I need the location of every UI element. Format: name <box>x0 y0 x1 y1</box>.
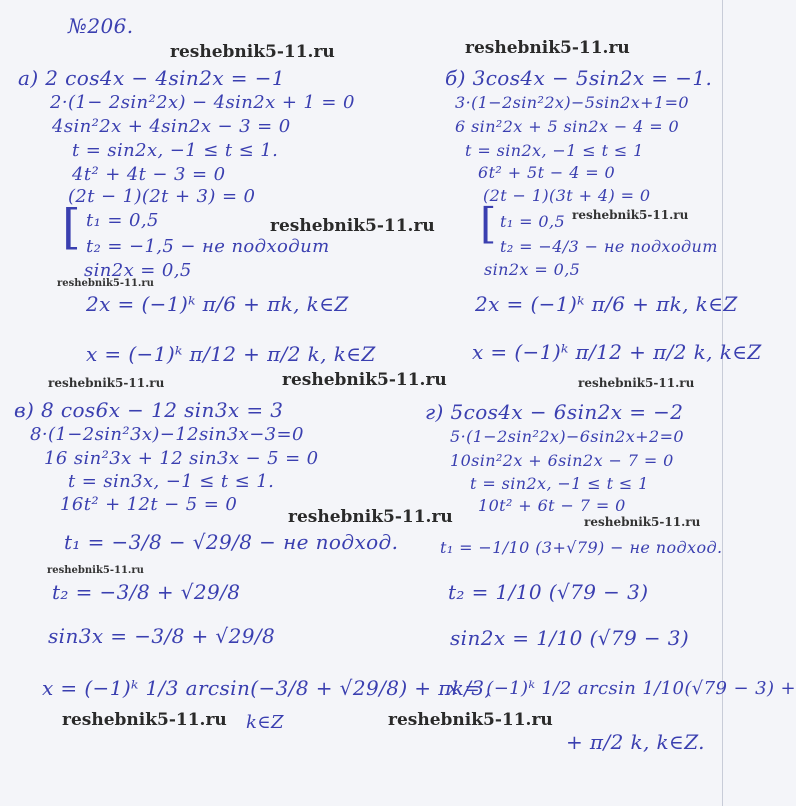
part-g-line-3: 10sin²2x + 6sin2x − 7 = 0 <box>450 451 674 470</box>
system-bracket: [ <box>480 199 497 248</box>
part-b-line-5: 6t² + 5t − 4 = 0 <box>478 163 616 182</box>
part-v-line-7: t₂ = −3/8 + √29/8 <box>52 580 241 604</box>
part-a-line-7: t₁ = 0,5 <box>86 210 159 231</box>
watermark: reshebnik5-11.ru <box>57 278 154 289</box>
part-a-line-1: а) 2 cos4x − 4sin2x = −1 <box>18 66 285 90</box>
part-v-line-5: 16t² + 12t − 5 = 0 <box>60 494 238 515</box>
watermark: reshebnik5-11.ru <box>270 216 435 236</box>
watermark: reshebnik5-11.ru <box>465 38 630 58</box>
watermark: reshebnik5-11.ru <box>47 565 144 576</box>
watermark: reshebnik5-11.ru <box>578 376 695 390</box>
part-b-line-2: 3·(1−2sin²2x)−5sin2x+1=0 <box>455 93 689 112</box>
part-g-line-2: 5·(1−2sin²2x)−6sin2x+2=0 <box>450 427 684 446</box>
part-g-line-8: sin2x = 1/10 (√79 − 3) <box>450 626 690 650</box>
part-v-line-9: x = (−1)ᵏ 1/3 arcsin(−3/8 + √29/8) + πk/3, <box>42 676 492 700</box>
part-a-line-5: 4t² + 4t − 3 = 0 <box>72 164 226 185</box>
part-v-line-3: 16 sin²3x + 12 sin3x − 5 = 0 <box>44 448 319 469</box>
part-g-line-4: t = sin2x, −1 ≤ t ≤ 1 <box>470 474 649 493</box>
part-a-line-4: t = sin2x, −1 ≤ t ≤ 1. <box>72 140 279 161</box>
part-a-line-8: t₂ = −1,5 − не подходит <box>86 236 330 257</box>
part-b-line-9: sin2x = 0,5 <box>484 260 581 279</box>
part-g-line-5: 10t² + 6t − 7 = 0 <box>478 496 626 515</box>
part-a-line-11: x = (−1)ᵏ π/12 + π/2 k, k∈Z <box>86 342 376 366</box>
part-b-line-4: t = sin2x, −1 ≤ t ≤ 1 <box>465 141 644 160</box>
part-b-line-6: (2t − 1)(3t + 4) = 0 <box>483 186 651 205</box>
watermark: reshebnik5-11.ru <box>282 370 447 390</box>
watermark: reshebnik5-11.ru <box>62 710 227 730</box>
problem-number: №206. <box>68 14 134 38</box>
part-a-line-2: 2·(1− 2sin²2x) − 4sin2x + 1 = 0 <box>50 92 355 113</box>
watermark: reshebnik5-11.ru <box>48 376 165 390</box>
watermark: reshebnik5-11.ru <box>584 515 701 529</box>
part-v-line-4: t = sin3x, −1 ≤ t ≤ 1. <box>68 471 275 492</box>
watermark: reshebnik5-11.ru <box>170 42 335 62</box>
system-bracket: [ <box>62 199 81 255</box>
watermark: reshebnik5-11.ru <box>572 208 689 222</box>
part-a-line-9: sin2x = 0,5 <box>84 260 192 281</box>
part-b-line-1: б) 3cos4x − 5sin2x = −1. <box>445 66 713 90</box>
part-b-line-3: 6 sin²2x + 5 sin2x − 4 = 0 <box>455 117 680 136</box>
part-v-line-1: в) 8 cos6x − 12 sin3x = 3 <box>14 398 284 422</box>
part-b-line-8: t₂ = −4/3 − не подходит <box>500 237 718 256</box>
part-a-line-3: 4sin²2x + 4sin2x − 3 = 0 <box>52 116 291 137</box>
part-v-line-6: t₁ = −3/8 − √29/8 − не подход. <box>64 530 399 554</box>
part-g-line-7: t₂ = 1/10 (√79 − 3) <box>448 580 649 604</box>
part-v-line-2: 8·(1−2sin²3x)−12sin3x−3=0 <box>30 424 304 445</box>
part-a-line-6: (2t − 1)(2t + 3) = 0 <box>68 186 256 207</box>
watermark: reshebnik5-11.ru <box>388 710 553 730</box>
part-g-line-10: + π/2 k, k∈Z. <box>566 730 705 754</box>
part-v-line-10: k∈Z <box>246 712 284 733</box>
watermark: reshebnik5-11.ru <box>288 507 453 527</box>
part-g-line-6: t₁ = −1/10 (3+√79) − не подход. <box>440 538 723 557</box>
part-g-line-9: x = (−1)ᵏ 1/2 arcsin 1/10(√79 − 3) + <box>448 678 796 699</box>
part-b-line-11: x = (−1)ᵏ π/12 + π/2 k, k∈Z <box>472 340 762 364</box>
part-g-line-1: г) 5cos4x − 6sin2x = −2 <box>425 400 684 424</box>
part-a-line-10: 2x = (−1)ᵏ π/6 + πk, k∈Z <box>86 292 349 316</box>
part-b-line-7: t₁ = 0,5 <box>500 212 566 231</box>
part-v-line-8: sin3x = −3/8 + √29/8 <box>48 624 276 648</box>
part-b-line-10: 2x = (−1)ᵏ π/6 + πk, k∈Z <box>475 292 738 316</box>
